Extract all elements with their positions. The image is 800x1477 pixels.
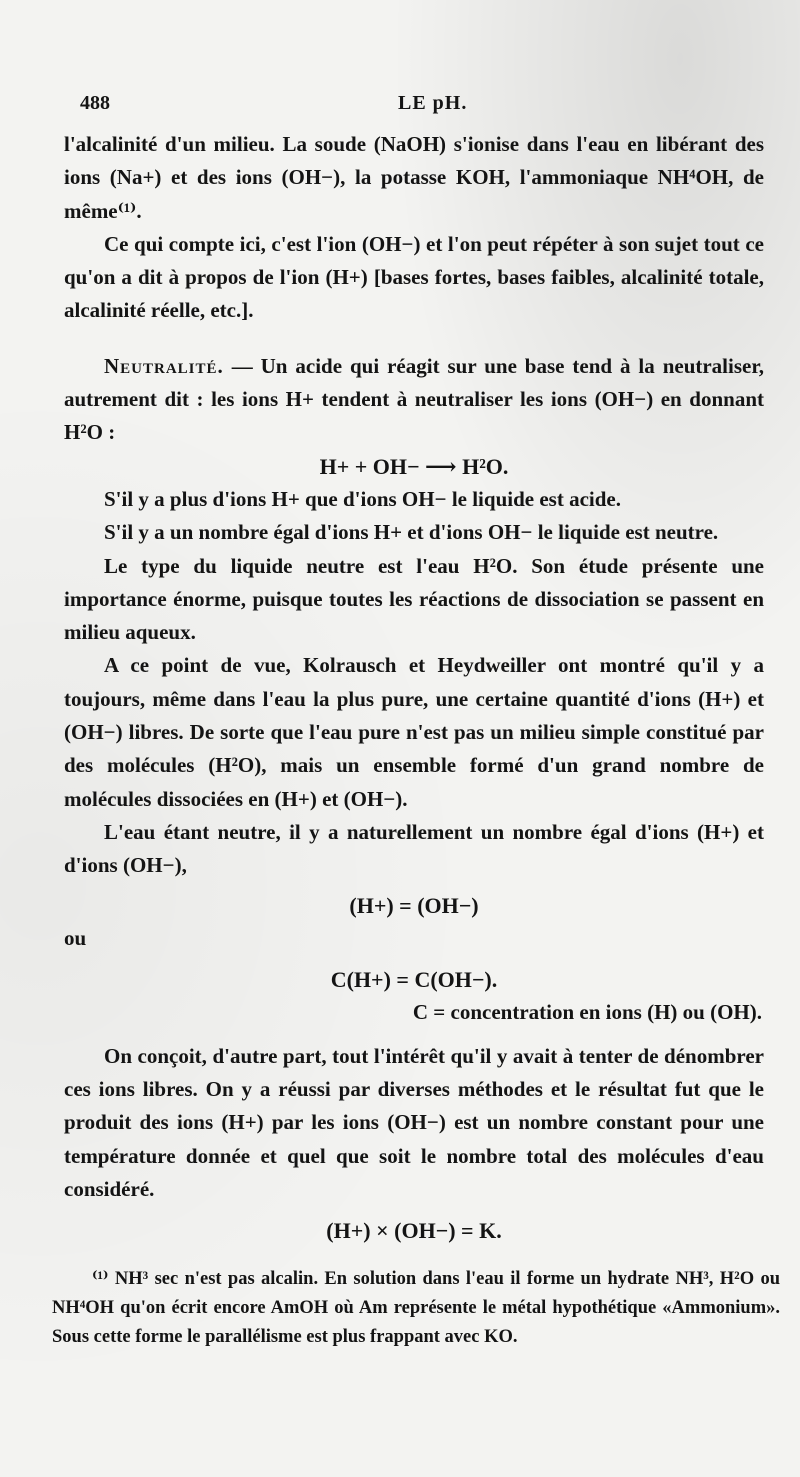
- paragraph-1: l'alcalinité d'un milieu. La soude (NaOH) s'ionise dans l'eau en libérant des ions (Na+) et des ions (OH−), la potasse KOH, l'ammoniaque NH⁴OH, de même⁽¹⁾.: [64, 132, 764, 223]
- equation-equality: (H+) = (OH−): [349, 892, 479, 918]
- equation-note: C = concentration en ions (H) ou (OH).: [412, 1000, 762, 1025]
- equation-concentration: C(H+) = C(OH−).: [330, 967, 498, 993]
- paragraph-neutralite: [64, 350, 764, 450]
- word-ou: ou: [64, 925, 87, 950]
- paragraph-6: Le type du liquide neutre est l'eau H²O. Son étude présente une importance énorme, puisque toutes les réactions de dissociation se passent en milieu aqueux.: [64, 553, 764, 645]
- running-title: LE pH.: [398, 92, 468, 114]
- main-text: [64, 128, 764, 1248]
- paragraph-7: A ce point de vue, Kolrausch et Heydweiller ont montré qu'il y a toujours, même dans l'eau la plus pure, une certaine quantité d'ions (H+) et (OH−) libres. De sorte que l'eau pure n'est pas un milieu simple constitué par des molécules (H²O), mais un ensemble formé d'un grand nombre de molécules dissociées en (H+) et (OH−).: [64, 653, 764, 811]
- page-number: 488: [80, 92, 110, 114]
- equation-neutralisation: H+ + OH− ⟶ H²O.: [319, 453, 509, 479]
- footnote-text: ⁽¹⁾ NH³ sec n'est pas alcalin. En solution dans l'eau il forme un hydrate NH³, H²O ou NH⁴OH qu'on écrit encore AmOH où Am représente le métal hypothétique «Ammonium». Sous cette forme le parallélisme est plus frappant avec KO.: [52, 1269, 780, 1347]
- paragraph-3-text: — Un acide qui réagit sur une base tend à la neutraliser, autrement dit : les ions H+ tendent à neutraliser les ions (OH−) en donnant H²O :: [64, 353, 764, 445]
- paragraph-5: S'il y a un nombre égal d'ions H+ et d'ions OH− le liquide est neutre.: [104, 520, 719, 545]
- footnote: [52, 1265, 780, 1352]
- paragraph-4: S'il y a plus d'ions H+ que d'ions OH− le liquide est acide.: [104, 486, 621, 511]
- paragraph-8: L'eau étant neutre, il y a naturellement un nombre égal d'ions (H+) et d'ions (OH−),: [64, 819, 764, 878]
- paragraph-2: Ce qui compte ici, c'est l'ion (OH−) et l'on peut répéter à son sujet tout ce qu'on a dit à propos de l'ion (H+) [bases fortes, bases faibles, alcalinité totale, alcalinité réelle, etc.].: [64, 231, 764, 323]
- paragraph-9: On conçoit, d'autre part, tout l'intérêt qu'il y avait à tenter de dénombrer ces ions libres. On y a réussi par diverses méthodes et le résultat fut que le produit des ions (H+) par les ions (OH−) est un nombre constant pour une température donnée et quel que soit le nombre total des molécules d'eau considéré.: [64, 1043, 764, 1201]
- section-heading: Neutralité.: [104, 353, 224, 378]
- equation-product: (H+) × (OH−) = K.: [326, 1218, 502, 1244]
- page-header: [80, 92, 760, 120]
